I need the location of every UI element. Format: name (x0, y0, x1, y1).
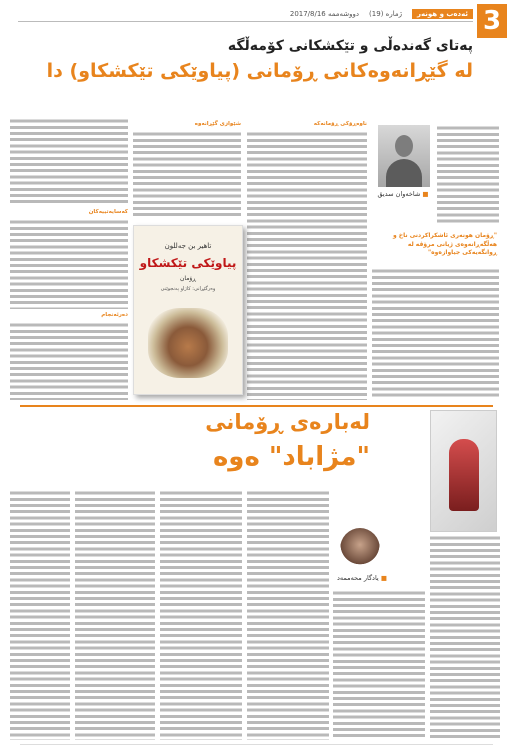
article2-title-line1: لەبارەی ڕۆمانی (205, 410, 370, 434)
article2-column-6 (10, 490, 70, 740)
author1-photo-body (386, 159, 422, 187)
article1-column-3 (247, 118, 367, 400)
article2-column-2 (333, 590, 425, 740)
section-divider (20, 405, 493, 407)
text-block (333, 590, 425, 740)
article1-title-line1: پەتای گەندەڵی و تێکشکانی کۆمەڵگە (227, 38, 473, 54)
footer-rule (20, 744, 493, 745)
article1-subhead-4: دەرئەنجام (101, 312, 128, 318)
author1-photo (378, 125, 430, 187)
byline-bullet: ■ (380, 574, 387, 582)
novel-cover (430, 410, 497, 532)
author1-name: شاخەوان سدیق (377, 190, 421, 198)
book-genre: ڕۆمان (179, 275, 196, 282)
book-cover (133, 225, 243, 395)
article2-column-1 (430, 535, 500, 740)
article2-column-3 (247, 490, 329, 740)
article1-column-4-bottom (372, 268, 499, 400)
article1-subhead-1: ناوەڕۆکی ڕۆمانەکە (313, 121, 367, 127)
header-rule (18, 21, 473, 22)
article2-title-line2: "مژاباد" ەوە (212, 442, 370, 472)
text-block (247, 490, 329, 740)
author1-byline (372, 190, 434, 198)
author1-photo-head (395, 135, 413, 157)
text-block (160, 490, 242, 740)
text-block (372, 268, 499, 400)
text-block (10, 490, 70, 740)
text-block (10, 118, 128, 206)
issue-number: ژمارە (19) (369, 10, 402, 18)
byline-bullet: ■ (422, 190, 429, 198)
text-block (10, 219, 128, 309)
article2-column-5 (75, 490, 155, 740)
text-block (75, 490, 155, 740)
article1-column-4-top (437, 125, 499, 225)
article1-column-1 (10, 118, 128, 400)
text-block (247, 131, 367, 400)
issue-date: دووشەممە 2017/8/16 (289, 10, 360, 18)
article1-subhead-2: شێوازی گێڕانەوە (194, 121, 241, 127)
article2-column-4 (160, 490, 242, 740)
book-author: تاهیر بن جەللون (164, 242, 212, 250)
author2-photo (340, 528, 380, 570)
article1-subhead-3: کەسایەتییەکان (88, 209, 128, 215)
author2-byline (332, 574, 392, 582)
text-block (10, 322, 128, 400)
book-cover-art (148, 308, 228, 378)
article1-column-2 (133, 118, 241, 218)
pull-quote: "ڕۆمان هونەری ئاشکراکردنی ناخ و هەڵگەڕانەوەی ژیانی مرۆڤە لە ڕوانگەیەکی جیاوازەوە" (392, 232, 497, 256)
author2-name: یادگار محەممەد (337, 574, 379, 582)
book-translator: وەرگێڕانی: کاژاو پەنجوێنی (160, 286, 216, 292)
page-number-badge: 3 (477, 4, 507, 38)
text-block (437, 125, 499, 225)
text-block (133, 131, 241, 218)
book-title: پیاوێکی تێکشکاو (139, 256, 237, 270)
section-label: ئەدەب و هونەر (412, 9, 473, 19)
novel-cover-figure (449, 439, 479, 511)
text-block (430, 535, 500, 740)
article1-title-line2: لە گێڕانەوەکانی ڕۆمانی (پیاوێکی تێکشکاو) دا (46, 60, 473, 82)
page-header (18, 6, 473, 22)
